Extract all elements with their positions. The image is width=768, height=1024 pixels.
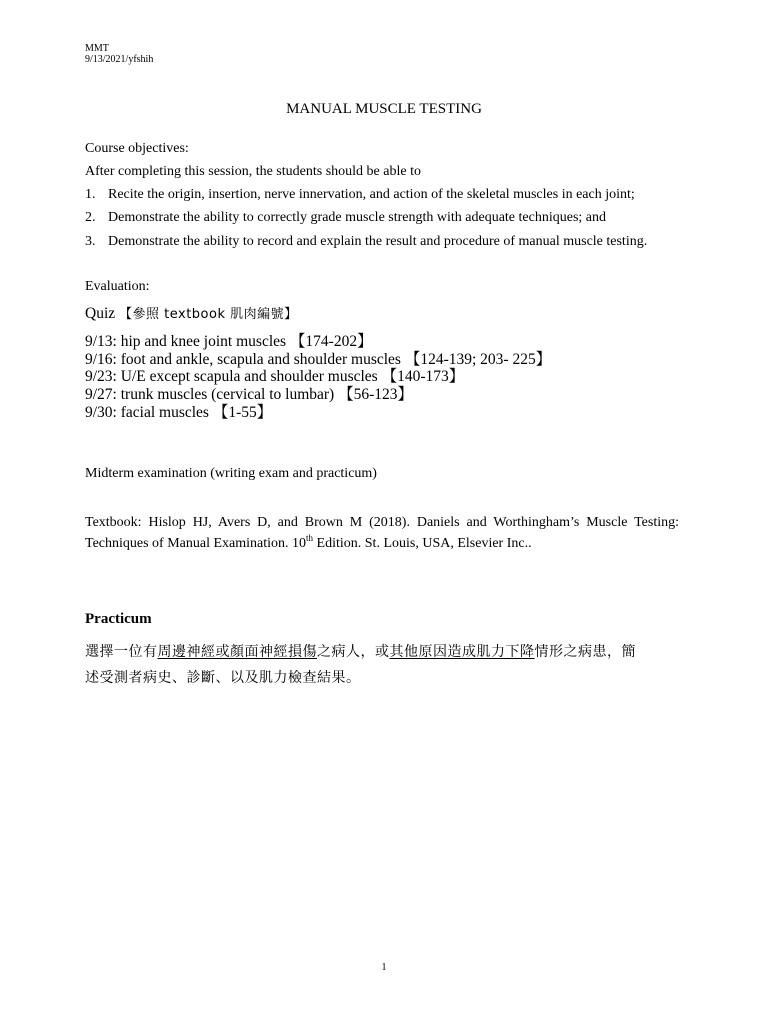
objective-text: Demonstrate the ability to record and explain the result and procedure of manual muscle testing. — [108, 234, 648, 249]
textbook-line-2 — [85, 533, 532, 552]
practicum-text: 選擇一位有 — [85, 644, 158, 660]
objective-number: 3. — [85, 234, 96, 249]
quiz-line — [85, 303, 298, 323]
quiz-item: 9/27: trunk muscles (cervical to lumbar) 【56-123】 — [85, 386, 414, 403]
objectives-heading: Course objectives: — [85, 141, 189, 156]
practicum-text: 之病人，或 — [317, 644, 390, 660]
objectives-intro: After completing this session, the students should be able to — [85, 164, 421, 179]
practicum-underlined-text: 周邊神經或顏面神經損傷 — [157, 644, 317, 660]
quiz-note: 【參照 textbook 肌肉編號】 — [119, 307, 298, 322]
practicum-line-2: 述受測者病史、診斷、以及肌力檢查結果。 — [85, 670, 361, 686]
page-title: MANUAL MUSCLE TESTING — [286, 101, 482, 117]
practicum-heading: Practicum — [85, 611, 152, 627]
midterm-note: Midterm examination (writing exam and practicum) — [85, 466, 377, 481]
quiz-label: Quiz — [85, 305, 116, 322]
textbook-citation: Techniques of Manual Examination. 10 — [85, 536, 307, 551]
practicum-text: 情形之病患，簡 — [534, 644, 636, 660]
practicum-line-1 — [85, 641, 636, 661]
quiz-item: 9/30: facial muscles 【1-55】 — [85, 404, 273, 421]
textbook-line-1: Textbook: Hislop HJ, Avers D, and Brown M (2018). Daniels and Worthingham’s Muscle Testing: — [85, 515, 679, 530]
quiz-item: 9/23: U/E except scapula and shoulder muscles 【140-173】 — [85, 368, 465, 385]
objective-text: Demonstrate the ability to correctly grade muscle strength with adequate techniques; and — [108, 210, 606, 225]
header-date-author: 9/13/2021/yfshih — [85, 54, 154, 65]
textbook-publisher: Edition. St. Louis, USA, Elsevier Inc.. — [313, 536, 532, 551]
header-doc-code: MMT — [85, 43, 109, 54]
edition-superscript: th — [306, 533, 314, 543]
evaluation-heading: Evaluation: — [85, 279, 150, 294]
objective-number: 2. — [85, 210, 96, 225]
practicum-underlined-text: 其他原因造成肌力下降 — [389, 644, 535, 660]
objective-text: Recite the origin, insertion, nerve innervation, and action of the skeletal muscles in each joint; — [108, 187, 635, 202]
objective-number: 1. — [85, 187, 96, 202]
quiz-item: 9/13: hip and knee joint muscles 【174-202】 — [85, 333, 373, 350]
quiz-item: 9/16: foot and ankle, scapula and shoulder muscles 【124-139; 203- 225】 — [85, 351, 552, 368]
page-number: 1 — [381, 962, 387, 973]
